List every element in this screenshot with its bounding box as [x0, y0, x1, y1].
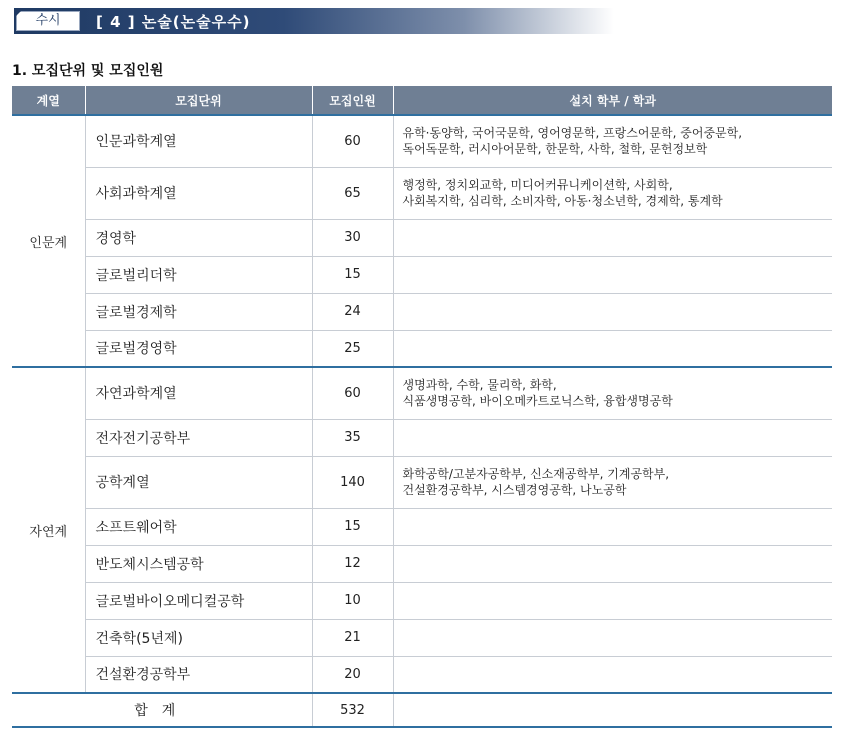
count-cell: 140 — [312, 456, 393, 508]
total-label: 합계 — [12, 693, 312, 727]
dept-line: 사회복지학, 심리학, 소비자학, 아동·청소년학, 경제학, 통계학 — [402, 194, 723, 208]
unit-cell: 건축학(5년제) — [85, 619, 312, 656]
unit-cell: 자연과학계열 — [85, 367, 312, 419]
unit-cell: 글로벌바이오메디컬공학 — [85, 582, 312, 619]
group-name-cell: 인문계 — [12, 115, 85, 367]
total-empty-cell — [393, 693, 832, 727]
unit-cell: 건설환경공학부 — [85, 656, 312, 693]
unit-cell: 사회과학계열 — [85, 167, 312, 219]
depts-cell — [393, 508, 832, 545]
table-body — [12, 115, 832, 727]
header-group: 계열 — [12, 86, 85, 115]
section-title: 1. 모집단위 및 모집인원 — [12, 63, 164, 79]
header-depts: 설치 학부 / 학과 — [393, 86, 832, 115]
table-row — [12, 219, 832, 256]
count-cell: 35 — [312, 419, 393, 456]
header-unit: 모집단위 — [85, 86, 312, 115]
unit-cell: 경영학 — [85, 219, 312, 256]
depts-cell — [393, 619, 832, 656]
unit-cell: 글로벌경영학 — [85, 330, 312, 367]
admission-type-tag — [16, 11, 80, 31]
depts-cell — [393, 456, 832, 508]
count-cell: 10 — [312, 582, 393, 619]
depts-cell — [393, 167, 832, 219]
table-row — [12, 508, 832, 545]
dept-line: 생명과학, 수학, 물리학, 화학, — [402, 378, 557, 393]
unit-cell: 글로벌경제학 — [85, 293, 312, 330]
table-row — [12, 456, 832, 508]
count-cell: 21 — [312, 619, 393, 656]
count-cell: 65 — [312, 167, 393, 219]
dept-line: 독어독문학, 러시아어문학, 한문학, 사학, 철학, 문헌정보학 — [402, 142, 708, 157]
depts-cell — [393, 582, 832, 619]
count-cell: 30 — [312, 219, 393, 256]
unit-cell: 인문과학계열 — [85, 115, 312, 167]
depts-cell — [393, 256, 832, 293]
count-cell: 24 — [312, 293, 393, 330]
count-cell: 15 — [312, 256, 393, 293]
table-row — [12, 256, 832, 293]
table-row — [12, 293, 832, 330]
table-row — [12, 619, 832, 656]
recruitment-table — [12, 86, 832, 728]
banner-title: [ 4 ] 논술(논술우수) — [96, 13, 251, 31]
count-cell: 20 — [312, 656, 393, 693]
table-row — [12, 330, 832, 367]
unit-cell: 반도체시스템공학 — [85, 545, 312, 582]
count-cell: 25 — [312, 330, 393, 367]
depts-cell — [393, 293, 832, 330]
unit-cell: 전자전기공학부 — [85, 419, 312, 456]
group-name-cell: 자연계 — [12, 367, 85, 693]
unit-cell: 글로벌리더학 — [85, 256, 312, 293]
count-cell: 60 — [312, 115, 393, 167]
count-cell: 15 — [312, 508, 393, 545]
total-row — [12, 693, 832, 727]
depts-cell — [393, 115, 832, 167]
table-row — [12, 167, 832, 219]
dept-line: 행정학, 정치외교학, 미디어커뮤니케이션학, 사회학, — [402, 178, 673, 192]
dept-line: 식품생명공학, 바이오메카트로닉스학, 융합생명공학 — [402, 394, 673, 409]
depts-cell — [393, 545, 832, 582]
table-row — [12, 115, 832, 167]
table-row — [12, 367, 832, 419]
dept-line: 건설환경공학부, 시스템경영공학, 나노공학 — [402, 483, 627, 497]
depts-cell — [393, 419, 832, 456]
tag-corner-mark — [16, 10, 22, 16]
header-count: 모집인원 — [312, 86, 393, 115]
table-row — [12, 582, 832, 619]
table-header-row — [12, 86, 832, 115]
dept-line: 화학공학/고분자공학부, 신소재공학부, 기계공학부, — [402, 467, 670, 481]
depts-cell — [393, 330, 832, 367]
total-count: 532 — [312, 693, 393, 727]
section-banner — [14, 8, 614, 34]
unit-cell: 소프트웨어학 — [85, 508, 312, 545]
dept-line: 유학·동양학, 국어국문학, 영어영문학, 프랑스어문학, 중어중문학, — [402, 126, 743, 141]
unit-cell: 공학계열 — [85, 456, 312, 508]
count-cell: 60 — [312, 367, 393, 419]
table-row — [12, 656, 832, 693]
depts-cell — [393, 656, 832, 693]
table-row — [12, 545, 832, 582]
count-cell: 12 — [312, 545, 393, 582]
table-row — [12, 419, 832, 456]
depts-cell — [393, 367, 832, 419]
depts-cell — [393, 219, 832, 256]
admission-type-label: 수시 — [35, 13, 61, 28]
